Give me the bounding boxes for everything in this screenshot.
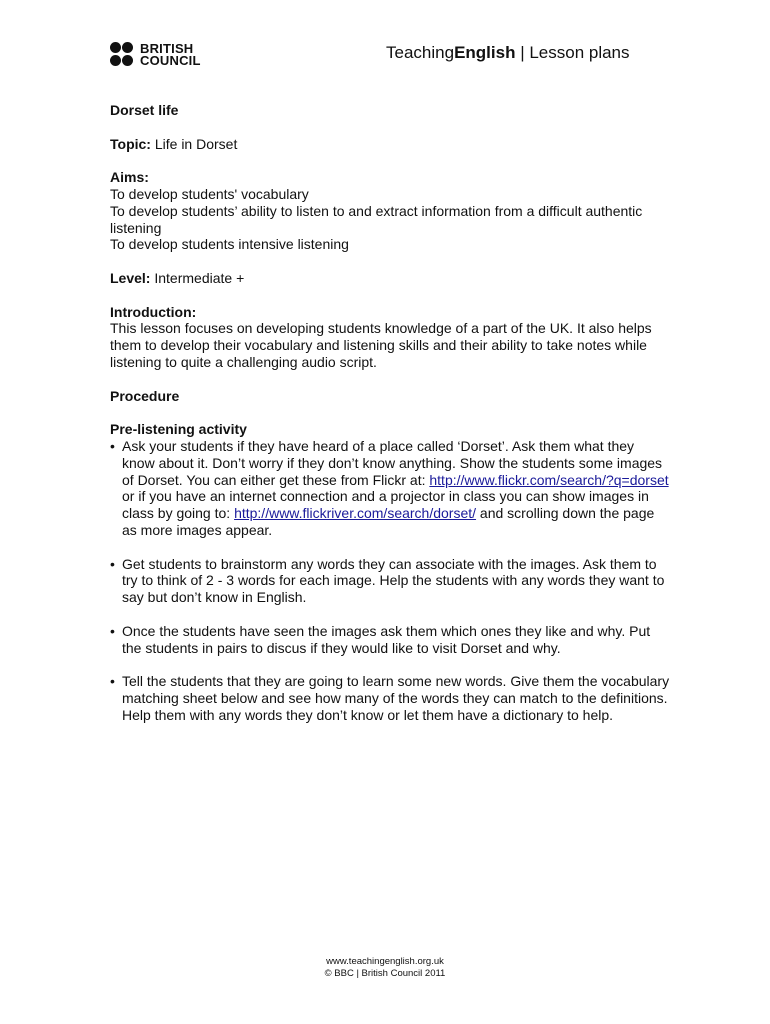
- british-council-logo: [110, 42, 201, 67]
- introduction-text: This lesson focuses on developing students knowledge of a part of the UK. It also helps them to develop their vocabulary and listening skills and their ability to take notes while listening to quite a challenging audio script.: [110, 320, 652, 370]
- procedure-heading: Procedure: [110, 387, 180, 404]
- logo-dots-icon: [110, 42, 135, 67]
- doc-title: Dorset life: [110, 102, 179, 118]
- aims-label: Aims:: [110, 169, 149, 186]
- activity-list: [110, 438, 670, 724]
- lesson-content: [110, 102, 670, 723]
- list-item: • Once the students have seen the images ask them which ones they like and why. Put the students in pairs to discus if they would like to visit Dorset and why.: [110, 623, 670, 657]
- level: [110, 270, 670, 287]
- bullet1-text-1: Ask your students if they have heard of a place called ‘Dorset’. Ask them what they know about it. Don’t worry if they don’t know anything. Show the students some images of Dorset. You can either get these from Flickr at:: [122, 437, 663, 488]
- header-title-bold: English: [454, 43, 516, 62]
- footer-copyright: © BBC | British Council 2011: [324, 967, 446, 979]
- footer: [0, 956, 770, 979]
- topic-label: Topic:: [110, 135, 151, 152]
- bullet1-text-3: and scrolling down the page as more images appear.: [122, 505, 655, 538]
- introduction-label: Introduction:: [110, 303, 197, 320]
- list-item: • Get students to brainstorm any words they can associate with the images. Ask them to try to think of 2 - 3 words for each image. Help the students with any words they want to say but don’t know in English.: [110, 556, 670, 606]
- logo-text: [140, 40, 201, 68]
- aim-item: To develop students intensive listening: [110, 236, 349, 253]
- header-title: [386, 43, 630, 63]
- logo-line-2: COUNCIL: [140, 52, 201, 68]
- header-title-suffix: | Lesson plans: [515, 43, 630, 62]
- list-item: • Tell the students that they are going to learn some new words. Give them the vocabulary matching sheet below and see how many of the words they can match to the definitions. Help them with any words they don’t know or let them have a dictionary to help.: [110, 673, 670, 723]
- footer-url[interactable]: www.teachingenglish.org.uk: [326, 956, 444, 967]
- header-title-prefix: Teaching: [386, 43, 455, 62]
- level-label: Level:: [110, 269, 151, 286]
- level-value: Intermediate +: [150, 269, 245, 286]
- flickriver-link[interactable]: http://www.flickriver.com/search/dorset/: [234, 505, 477, 522]
- list-item: [110, 438, 670, 539]
- prelistening-heading: Pre-listening activity: [110, 421, 247, 438]
- logo-line-1: BRITISH: [140, 40, 194, 56]
- topic: [110, 136, 670, 153]
- topic-value: Life in Dorset: [150, 135, 238, 152]
- aim-item: To develop students’ ability to listen to and extract information from a difficult authentic listening: [110, 202, 643, 236]
- flickr-link[interactable]: http://www.flickr.com/search/?q=dorset: [429, 471, 669, 488]
- bullet1-text-2: or if you have an internet connection and a projector in class you can show images in class by going to:: [122, 488, 649, 522]
- aim-item: To develop students' vocabulary: [110, 185, 309, 202]
